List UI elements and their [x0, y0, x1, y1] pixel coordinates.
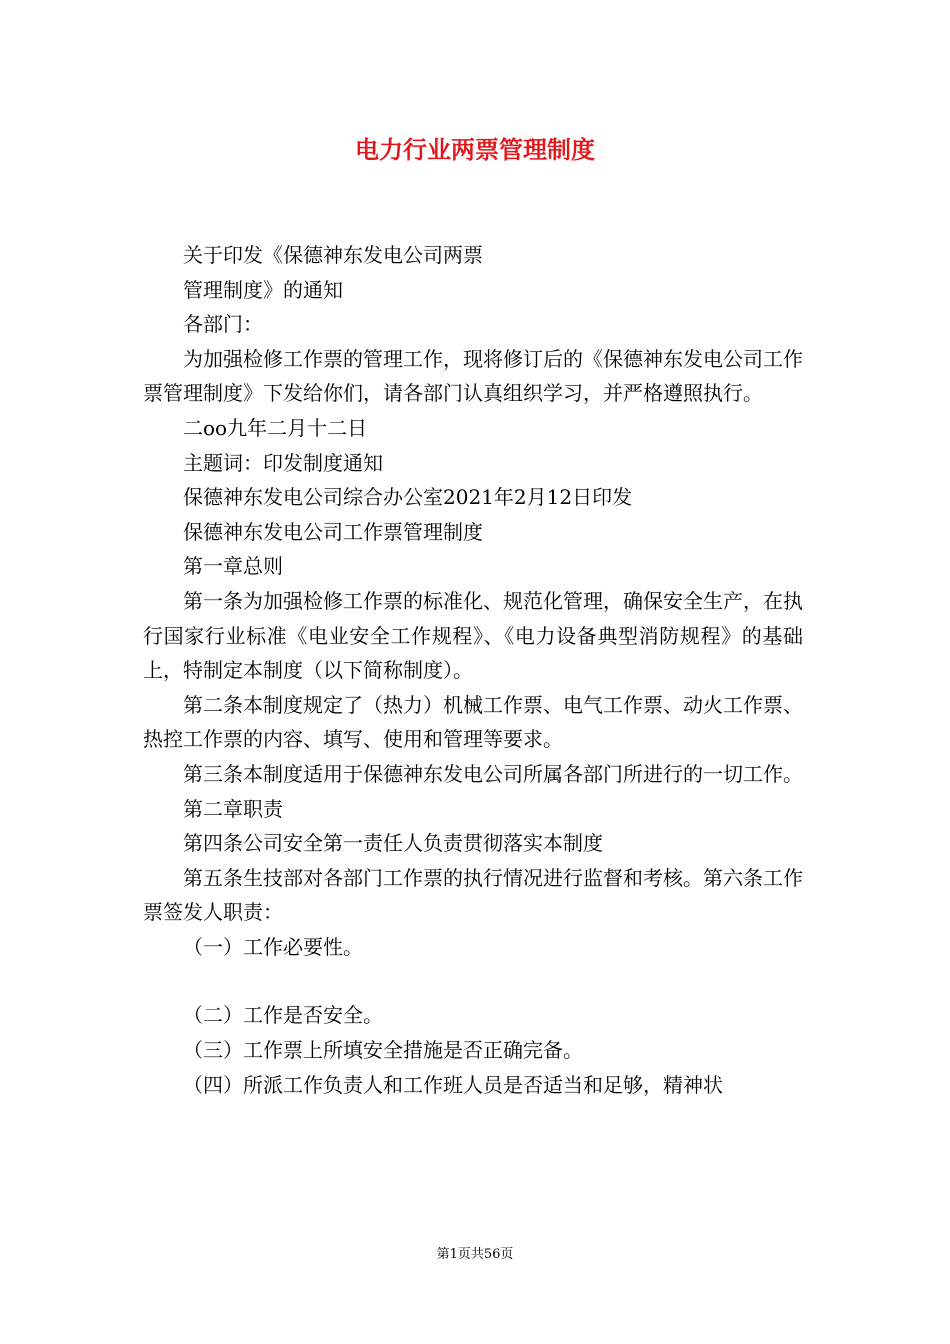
paragraph: 第二条本制度规定了（热力）机械工作票、电气工作票、动火工作票、热控工作票的内容、填写、使用和管理等要求。 [143, 692, 803, 752]
paragraph: 保德神东发电公司综合办公室2021年2月12日印发 [183, 485, 633, 510]
paragraph: 关于印发《保德神东发电公司两票 [183, 243, 483, 267]
paragraph: 为加强检修工作票的管理工作，现将修订后的《保德神东发电公司工作票管理制度》下发给你们，请各部门认真组织学习，并严格遵照执行。 [143, 346, 803, 406]
chapter-heading: 第一章总则 [183, 554, 283, 579]
page-number-footer: 第1页共56页 [436, 1247, 514, 1262]
paragraph: 各部门： [183, 312, 263, 337]
paragraph: 第一条为加强检修工作票的标准化、规范化管理，确保安全生产，在执行国家行业标准《电业安全工作规程》、《电力设备典型消防规程》的基础上，特制定本制度（以下简称制度）。 [143, 588, 803, 683]
list-item: （四）所派工作负责人和工作班人员是否适当和足够，精神状 [183, 1072, 723, 1097]
list-item: （三）工作票上所填安全措施是否正确完备。 [183, 1038, 583, 1063]
paragraph: 二oo九年二月十二日 [183, 415, 368, 440]
list-item: （一）工作必要性。 [183, 934, 363, 959]
list-item: （二）工作是否安全。 [183, 1003, 383, 1028]
blank-line [143, 964, 803, 998]
paragraph: 第五条生技部对各部门工作票的执行情况进行监督和考核。第六条工作票签发人职责： [143, 865, 803, 925]
paragraph: 第四条公司安全第一责任人负责贯彻落实本制度 [183, 831, 603, 856]
paragraph: 主题词：印发制度通知 [183, 450, 383, 475]
chapter-heading: 第二章职责 [183, 796, 283, 821]
paragraph: 保德神东发电公司工作票管理制度 [183, 519, 483, 544]
paragraph: 管理制度》的通知 [183, 277, 343, 302]
document-body [143, 238, 803, 1102]
document-title: 电力行业两票管理制度 [355, 135, 595, 164]
paragraph: 第三条本制度适用于保德神东发电公司所属各部门所进行的一切工作。 [183, 761, 803, 786]
